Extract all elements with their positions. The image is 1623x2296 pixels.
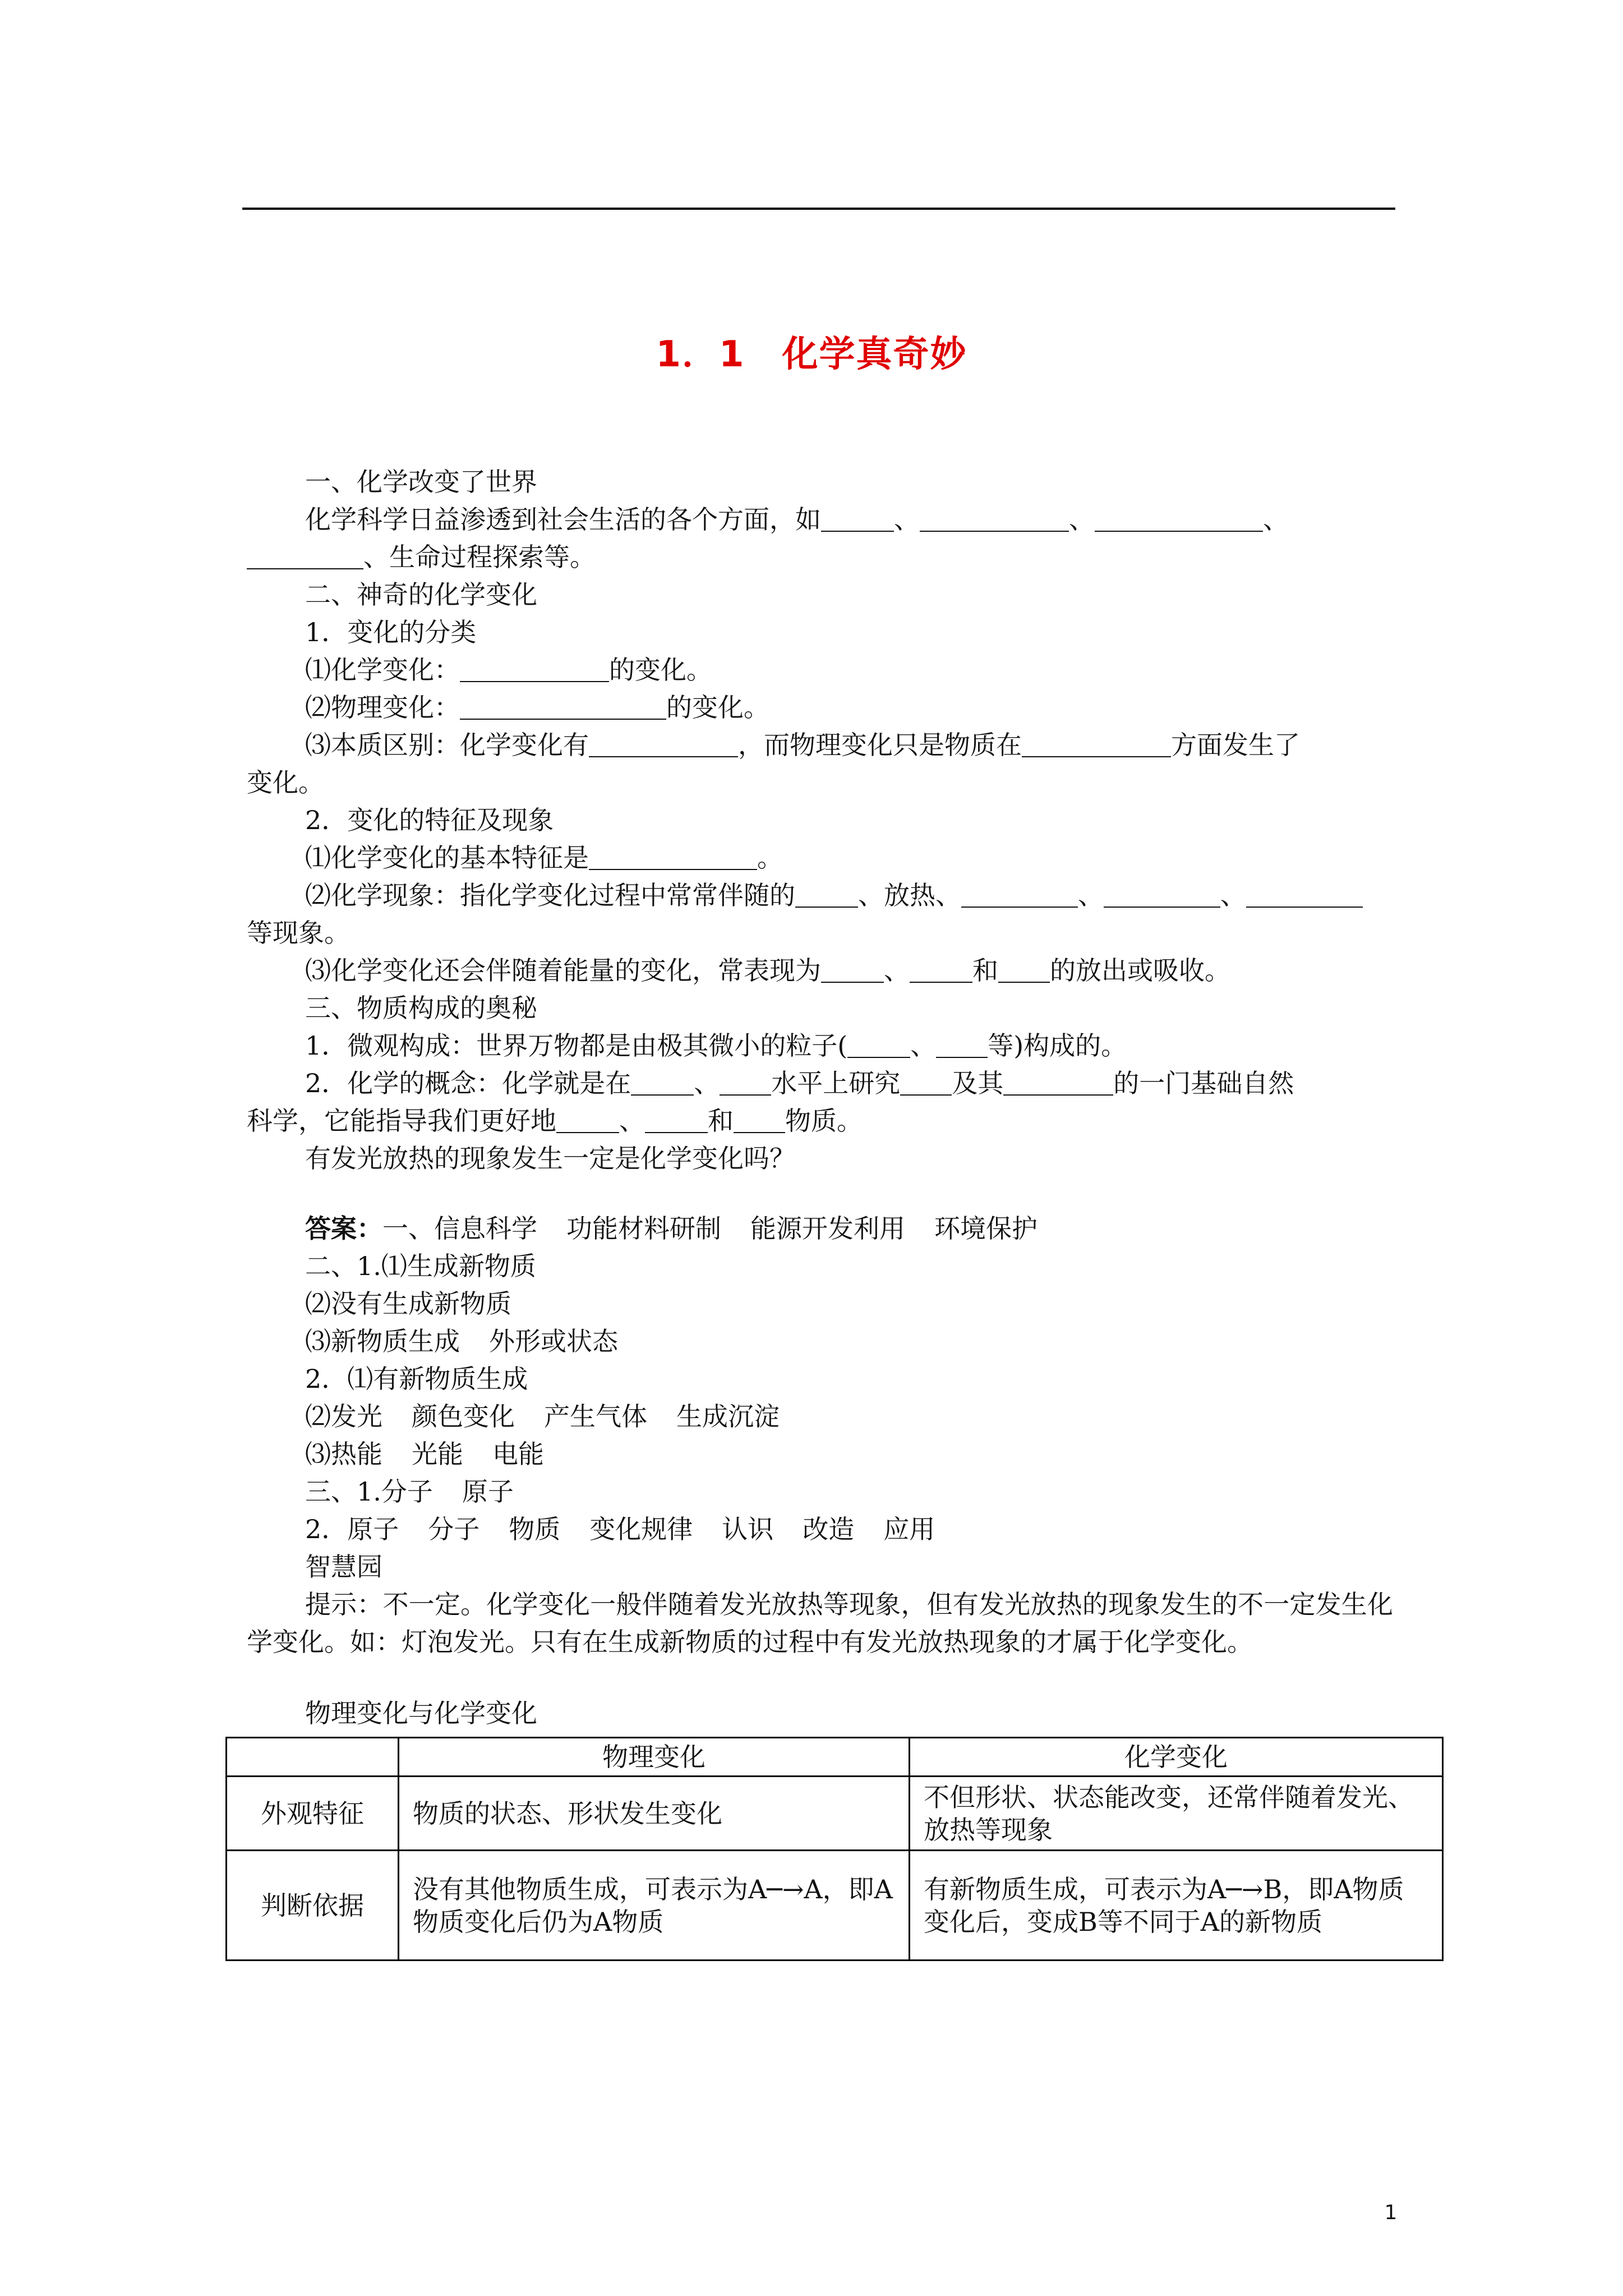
table-cell: 不但形状、状态能改变，还常伴随着发光、放热等现象 [910,1777,1443,1851]
section2-feat1 [247,839,1393,877]
text-span: 、 [694,1068,720,1098]
text-span: 、 [1220,880,1246,910]
section2-sub2: 2．变化的特征及现象 [305,805,554,835]
fill-blank[interactable] [920,503,1069,532]
fill-blank[interactable] [631,1066,694,1096]
text-span: 、 [1069,504,1095,535]
answer-item: 认识 [722,1514,774,1544]
text-span: 、 [884,955,910,986]
answer-line-5: 2．⑴有新物质生成 [305,1364,528,1394]
answer-item: 生成沉淀 [676,1401,780,1432]
fill-blank[interactable] [734,1104,785,1133]
answer-line-8 [247,1473,1393,1511]
fill-blank[interactable] [460,653,609,682]
comparison-table [225,1737,1444,1961]
answer-item: 三、1.分子 [305,1476,433,1507]
fill-blank[interactable] [589,841,757,870]
text-span: 水平上研究 [771,1068,901,1098]
text-span: 2．化学的概念：化学就是在 [305,1068,631,1098]
answer-item: 光能 [412,1439,463,1469]
table-row [227,1777,1443,1851]
table-cell: 有新物质生成，可表示为A─→B，即A物质变化后，变成B等不同于A的新物质 [910,1851,1443,1961]
fill-blank[interactable] [998,954,1050,983]
table-row-label: 外观特征 [227,1777,399,1851]
section2-item3-line2: 变化。 [247,767,324,798]
fill-blank[interactable] [1246,878,1363,908]
section2-item2 [247,689,1393,726]
answer-item: 外形或状态 [489,1326,618,1356]
fill-blank[interactable] [900,1066,952,1096]
section2-feat2-line2: 等现象。 [247,918,350,948]
text-span: 、 [1263,504,1289,535]
question: 有发光放热的现象发生一定是化学变化吗？ [305,1143,795,1174]
answer-line-1 [247,1210,1393,1248]
answer-item: ⑶热能 [305,1439,382,1469]
body-content [247,463,1414,1961]
table-header-cell [227,1738,399,1777]
text-span: 方面发生了 [1171,730,1300,760]
section3-p1 [247,1027,1393,1065]
answer-item: 颜色变化 [412,1401,515,1432]
wisdom-heading: 智慧园 [305,1552,382,1582]
section2-item3-line1 [247,726,1393,764]
text-span: 的变化。 [609,655,712,685]
text-span: ⑴化学变化： [305,655,460,685]
fill-blank[interactable] [1022,728,1171,757]
section3-p2-line2 [247,1102,1393,1140]
text-span: ⑵物理变化： [305,692,460,723]
fill-blank[interactable] [1095,503,1263,532]
answer-line-6 [247,1398,1393,1435]
fill-blank[interactable] [821,954,884,983]
fill-blank[interactable] [589,728,738,757]
section2-sub1: 1．变化的分类 [305,617,477,647]
answer-item: 物质 [509,1514,561,1544]
answer-line-4 [247,1323,1393,1360]
text-span: 、 [894,504,920,535]
fill-blank[interactable] [1104,878,1220,908]
section1-heading: 一、化学改变了世界 [305,467,537,497]
table-row-label: 判断依据 [227,1851,399,1961]
table-cell: 没有其他物质生成，可表示为A─→A，即A物质变化后仍为A物质 [399,1851,910,1961]
text-span: 、 [910,1030,937,1061]
section3-p2-line1 [247,1065,1393,1102]
text-span: 物质。 [785,1106,863,1136]
fill-blank[interactable] [720,1066,771,1096]
section2-heading: 二、神奇的化学变化 [305,579,537,610]
text-span: 等)构成的。 [988,1030,1127,1061]
text-span: 和 [972,955,998,986]
answer-item: 变化规律 [589,1514,693,1544]
fill-blank[interactable] [821,503,894,532]
answer-item: ⑵发光 [305,1401,382,1432]
text-span: ，而物理变化只是物质在 [738,730,1022,760]
section2-feat2-line1 [247,877,1393,914]
text-span: 、生命过程探索等。 [363,542,596,572]
page-number: 1 [1384,2201,1398,2224]
table-caption: 物理变化与化学变化 [305,1698,537,1728]
fill-blank[interactable] [1003,1066,1113,1096]
answer-item: 一、信息科学 [382,1213,537,1244]
hint-paragraph: 提示：不一定。化学变化一般伴随着发光放热等现象，但有发光放热的现象发生的不一定发生化学变化。如：灯泡发光。只有在生成新物质的过程中有发光放热现象的才属于化学变化。 [247,1589,1393,1657]
header-rule [242,208,1395,210]
text-span: 和 [708,1106,734,1136]
answer-line-9 [247,1511,1393,1548]
text-span: 化学科学日益渗透到社会生活的各个方面，如 [305,504,821,535]
fill-blank[interactable] [460,691,666,720]
fill-blank[interactable] [936,1029,988,1058]
fill-blank[interactable] [961,878,1078,908]
spacer [247,1177,1393,1210]
text-span: ⑶本质区别：化学变化有 [305,730,589,760]
text-span: 、 [619,1106,645,1136]
fill-blank[interactable] [247,540,363,569]
answer-item: 功能材料研制 [566,1213,721,1244]
section2-item1 [247,651,1393,689]
answer-line-2: 二、1.⑴生成新物质 [305,1251,536,1281]
text-span: 。 [757,843,783,873]
text-span: ⑵化学现象：指化学变化过程中常常伴随的 [305,880,795,910]
text-span: 1．微观构成：世界万物都是由极其微小的粒子( [305,1030,848,1061]
table-header-cell: 物理变化 [399,1738,910,1777]
section1-para-line2 [247,539,1393,576]
text-span: 科学，它能指导我们更好地 [247,1106,556,1136]
answer-item: 能源开发利用 [750,1213,905,1244]
fill-blank[interactable] [795,878,858,908]
table-cell: 物质的状态、形状发生变化 [399,1777,910,1851]
table-row [227,1851,1443,1961]
text-span: 及其 [952,1068,1004,1098]
answer-item: 原子 [462,1476,514,1507]
text-span: 、 [1078,880,1104,910]
section2-feat3 [247,952,1393,990]
answer-line-7 [247,1435,1393,1473]
answer-item: 产生气体 [544,1401,647,1432]
answer-item: 电能 [492,1439,544,1469]
section3-heading: 三、物质构成的奥秘 [305,993,537,1023]
answer-item: 分子 [428,1514,480,1544]
answer-item: 2．原子 [305,1514,399,1544]
page-title: 1．1 化学真奇妙 [656,334,967,375]
section1-para-line1 [247,501,1393,539]
answer-item: 环境保护 [934,1213,1038,1244]
text-span: 的放出或吸收。 [1050,955,1230,986]
answer-item: ⑶新物质生成 [305,1326,460,1356]
text-span: ⑴化学变化的基本特征是 [305,843,589,873]
table-header-row [227,1738,1443,1777]
table-header-cell: 化学变化 [910,1738,1443,1777]
fill-blank[interactable] [910,954,972,983]
answer-item: 改造 [803,1514,855,1544]
fill-blank[interactable] [556,1104,619,1133]
fill-blank[interactable] [645,1104,708,1133]
text-span: 的变化。 [666,692,769,723]
text-span: ⑶化学变化还会伴随着能量的变化，常表现为 [305,955,821,986]
answer-line-3: ⑵没有生成新物质 [305,1289,511,1319]
spacer [247,1661,1393,1695]
text-span: 的一门基础自然 [1113,1068,1294,1098]
text-span: 、放热、 [858,880,961,910]
answer-item: 应用 [883,1514,935,1544]
fill-blank[interactable] [847,1029,910,1058]
answer-label: 答案： [305,1213,382,1244]
